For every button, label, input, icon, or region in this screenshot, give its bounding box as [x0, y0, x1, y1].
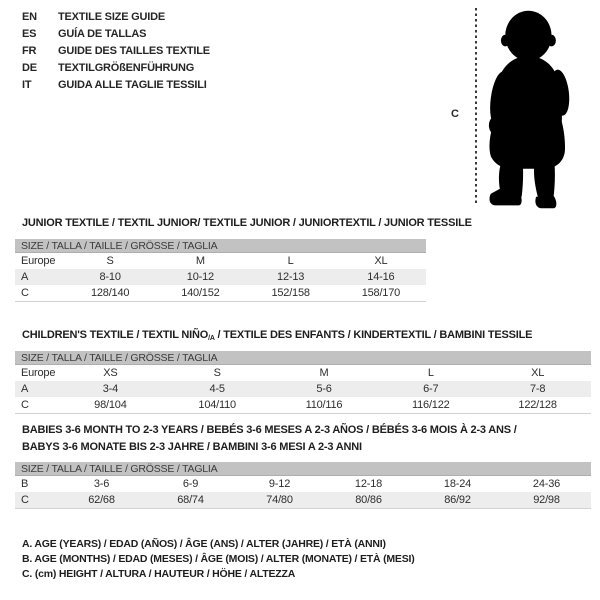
cell: M	[195, 255, 205, 267]
lang-row-de	[22, 59, 210, 76]
junior-size-header: SIZE / TALLA / TAILLE / GRÖSSE / TAGLIA	[15, 239, 426, 253]
cell: 3-6	[93, 478, 110, 490]
cell: 12-13	[277, 271, 305, 283]
table-row	[15, 381, 591, 397]
cell: 6-7	[423, 383, 439, 395]
cell: 86/92	[444, 494, 471, 506]
cell: 80/86	[355, 494, 382, 506]
cell: M	[319, 367, 329, 379]
cell: 62/68	[88, 494, 115, 506]
cell: 3-4	[102, 383, 119, 395]
row-label: C	[21, 494, 29, 506]
cell: 104/110	[198, 399, 236, 411]
cell: 152/158	[271, 287, 310, 299]
row-label: Europe	[21, 255, 56, 267]
children-title-subscript: /A	[208, 335, 215, 342]
cell: L	[287, 255, 294, 267]
lang-code: ES	[22, 27, 37, 40]
cell: XL	[374, 255, 388, 267]
cell: 98/104	[94, 399, 127, 411]
row-label: C	[21, 399, 29, 411]
cell: XL	[531, 367, 545, 379]
junior-size-table	[15, 239, 426, 302]
lang-code: EN	[22, 10, 37, 23]
table-row	[15, 492, 591, 508]
measurement-legend	[22, 538, 415, 583]
cell: 8-10	[99, 271, 121, 283]
lang-code: DE	[22, 61, 37, 74]
children-size-header: SIZE / TALLA / TAILLE / GRÖSSE / TAGLIA	[15, 351, 591, 365]
lang-title: TEXTILGRÖßENFÜHRUNG	[58, 61, 195, 74]
table-row	[15, 365, 591, 381]
lang-row-it	[22, 76, 210, 93]
lang-row-en	[22, 8, 210, 25]
cell: 110/116	[305, 399, 343, 411]
cell: 7-8	[529, 383, 546, 395]
lang-title: GUIDA ALLE TAGLIE TESSILI	[58, 78, 207, 91]
children-title-rest: / TEXTILE DES ENFANTS / KINDERTEXTIL / BAMBINI TESSILE	[214, 329, 533, 341]
cell: 10-12	[186, 271, 214, 283]
legend-line-b: B. AGE (MONTHS) / EDAD (MESES) / ÂGE (MOIS) / ALTER (MONATE) / ETÀ (MESI)	[22, 553, 415, 565]
cell: 68/74	[177, 494, 204, 506]
height-measure-dashed-line	[475, 8, 477, 206]
cell: XS	[103, 367, 118, 379]
lang-code: IT	[22, 78, 32, 91]
table-row	[15, 269, 426, 285]
baby-silhouette-icon	[486, 6, 592, 212]
row-label: A	[21, 383, 29, 395]
cell: 116/122	[412, 399, 450, 411]
cell: 140/152	[181, 287, 220, 299]
children-title-main: CHILDREN'S TEXTILE / TEXTIL NIÑO	[22, 329, 209, 341]
lang-title: GUÍA DE TALLAS	[58, 27, 147, 40]
children-section-title	[22, 329, 532, 342]
cell: 128/140	[90, 287, 130, 299]
lang-title: GUIDE DES TAILLES TEXTILE	[58, 44, 210, 57]
babies-size-table	[15, 462, 591, 509]
language-title-list	[22, 8, 210, 93]
cell: 74/80	[266, 494, 293, 506]
row-label: A	[21, 271, 29, 283]
lang-row-es	[22, 25, 210, 42]
cell: 122/128	[518, 399, 557, 411]
cell: 92/98	[533, 494, 560, 506]
lang-row-fr	[22, 42, 210, 59]
babies-section-title-line1: BABIES 3-6 MONTH TO 2-3 YEARS / BEBÉS 3-6 MESES A 2-3 AÑOS / BÉBÉS 3-6 MOIS À 2-3 ANS /	[22, 424, 517, 436]
table-row	[15, 285, 426, 301]
cell: 4-5	[209, 383, 225, 395]
cell: 24-36	[532, 478, 561, 490]
table-row	[15, 397, 591, 413]
height-measure-label: C	[451, 108, 459, 120]
cell: 6-9	[182, 478, 199, 490]
cell: L	[427, 367, 434, 379]
cell: 158/170	[361, 287, 401, 299]
cell: 18-24	[443, 478, 472, 490]
row-label: Europe	[21, 367, 56, 379]
lang-code: FR	[22, 44, 37, 57]
cell: S	[106, 255, 114, 267]
cell: 5-6	[316, 383, 332, 395]
cell: S	[213, 367, 221, 379]
row-label: B	[21, 478, 29, 490]
table-row	[15, 253, 426, 269]
babies-size-header: SIZE / TALLA / TAILLE / GRÖSSE / TAGLIA	[15, 462, 591, 476]
cell: 14-16	[367, 271, 395, 283]
cell: 9-12	[268, 478, 291, 490]
children-size-table	[15, 351, 591, 414]
legend-line-a: A. AGE (YEARS) / EDAD (AÑOS) / ÂGE (ANS) / ALTER (JAHRE) / ETÀ (ANNI)	[22, 538, 386, 550]
lang-title: TEXTILE SIZE GUIDE	[58, 10, 166, 23]
row-label: C	[21, 287, 29, 299]
cell: 12-18	[354, 478, 383, 490]
babies-section-title-line2: BABYS 3-6 MONATE BIS 2-3 JAHRE / BAMBINI 3-6 MESI A 2-3 ANNI	[22, 441, 362, 453]
table-row	[15, 476, 591, 492]
legend-line-c: C. (cm) HEIGHT / ALTURA / HAUTEUR / HÖHE / ALTEZZA	[22, 568, 296, 580]
junior-section-title: JUNIOR TEXTILE / TEXTIL JUNIOR/ TEXTILE JUNIOR / JUNIORTEXTIL / JUNIOR TESSILE	[22, 217, 472, 229]
